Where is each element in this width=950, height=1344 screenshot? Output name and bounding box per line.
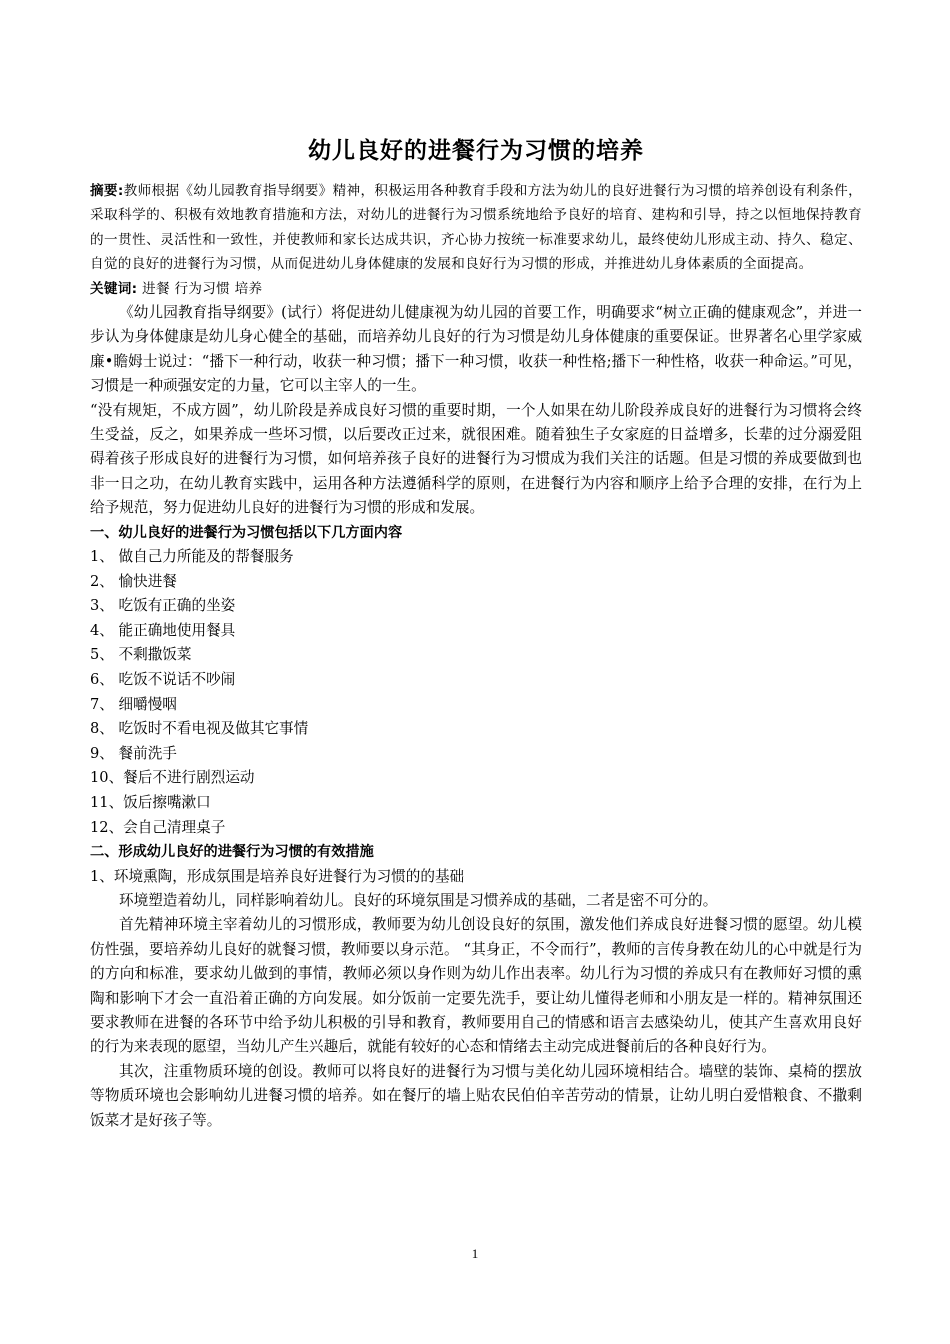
list-item: 3、 吃饭有正确的坐姿 (90, 597, 236, 615)
body-paragraph: 其次，注重物质环境的创设。教师可以将良好的进餐行为习惯与美化幼儿园环境相结合。墙壁的装饰、桌椅的摆放等物质环境也会影响幼儿进餐习惯的培养。如在餐厅的墙上贴农民伯伯辛苦劳动的情景，让幼儿明白爱惜粮食、不撒剩饭菜才是好孩子等。 (90, 1062, 862, 1129)
document-body (90, 132, 862, 1133)
body-paragraph: 环境塑造着幼儿，同样影响着幼儿。良好的环境氛围是习惯养成的基础，二者是密不可分的。 (119, 892, 718, 910)
keywords-text: 进餐 行为习惯 培养 (142, 280, 263, 297)
list-item: 6、 吃饭不说话不吵闹 (90, 671, 236, 689)
list-item: 8、 吃饭时不看电视及做其它事情 (90, 720, 309, 738)
page-number: 1 (471, 1246, 479, 1261)
intro-paragraph-2: “没有规矩，不成方圆”，幼儿阶段是养成良好习惯的重要时期，一个人如果在幼儿阶段养成良好的进餐行为习惯将会终生受益，反之，如果养成一些坏习惯，以后要改正过来，就很困难。随着独生子女家庭的日益增多，长辈的过分溺爱阻碍着孩子形成良好的进餐行为习惯，如何培养孩子良好的进餐行为习惯成为我们关注的话题。但是习惯的养成要做到也非一日之功，在幼儿教育实践中，运用各种方法遵循科学的原则，在进餐行为内容和顺序上给予合理的安排，在行为上给予规范，努力促进幼儿良好的进餐行为习惯的形成和发展。 (90, 401, 862, 517)
list-item: 5、 不剩撒饭菜 (90, 646, 192, 664)
list-item: 1、 做自己力所能及的帮餐服务 (90, 548, 294, 566)
list-item: 9、 餐前洗手 (90, 744, 177, 762)
list-item: 10、餐后不进行剧烈运动 (90, 769, 255, 787)
list-item: 2、 愉快进餐 (90, 572, 177, 590)
list-item: 4、 能正确地使用餐具 (90, 621, 236, 639)
abstract-label: 摘要: (90, 183, 124, 199)
subsection-1-heading: 1、环境熏陶，形成氛围是培养良好进餐行为习惯的的基础 (90, 867, 465, 885)
keywords-label: 关键词: (90, 280, 138, 297)
document-title: 幼儿良好的进餐行为习惯的培养 (308, 138, 644, 164)
list-item: 7、 细嚼慢咽 (90, 695, 177, 713)
body-paragraph: 首先精神环境主宰着幼儿的习惯形成，教师要为幼儿创设良好的氛围，激发他们养成良好进餐习惯的愿望。幼儿模仿性强，要培养幼儿良好的就餐习惯，教师要以身示范。 “其身正，不令而行”，教师的言传身教在幼儿的心中就是行为的方向和标准，要求幼儿做到的事情，教师必须以身作则为幼儿作出表率。幼儿行为习惯的养成只有在教师好习惯的熏陶和影响下才会一直沿着正确的方向发展。如分饭前一定要先洗手，要让幼儿懂得老师和小朋友是一样的。精神氛围还要求教师在进餐的各环节中给予幼儿积极的引导和教育，教师要用自己的情感和语言去感染幼儿，使其产生喜欢用良好的行为来表现的愿望，当幼儿产生兴趣后，就能有较好的心态和情绪去主动完成进餐前后的各种良好行为。 (90, 916, 862, 1056)
list-item: 12、会自己清理桌子 (90, 818, 226, 836)
keywords (90, 277, 862, 301)
section-1-heading: 一、幼儿良好的进餐行为习惯包括以下几方面内容 (90, 524, 403, 541)
abstract (90, 179, 862, 277)
intro-paragraph-1: 《幼儿园教育指导纲要》(试行）将促进幼儿健康视为幼儿园的首要工作，明确要求“树立正确的健康观念”，并进一步认为身体健康是幼儿身心健全的基础，而培养幼儿良好的行为习惯是幼儿身体健康的重要保证。世界著名心里学家威廉•瞻姆士说过：“播下一种行动，收获一种习惯；播下一种习惯，收获一种性格;播下一种性格，收获一种命运。”可见，习惯是一种顽强安定的力量，它可以主宰人的一生。 (90, 304, 862, 395)
list-item: 11、饭后擦嘴漱口 (90, 794, 211, 812)
abstract-text: 教师根据《幼儿园教育指导纲要》精神，积极运用各种教育手段和方法为幼儿的良好进餐行为习惯的培养创设有利条件，采取科学的、积极有效地教育措施和方法，对幼儿的进餐行为习惯系统地给予良好的培育、建构和引导，持之以恒地保持教育的一贯性、灵活性和一致性，并使教师和家长达成共识，齐心协力按统一标准要求幼儿，最终使幼儿形成主动、持久、稳定、自觉的良好的进餐行为习惯，从而促进幼儿身体健康的发展和良好行为习惯的形成，并推进幼儿身体素质的全面提高。 (90, 183, 862, 273)
section-2-heading: 二、形成幼儿良好的进餐行为习惯的有效措施 (90, 844, 374, 861)
